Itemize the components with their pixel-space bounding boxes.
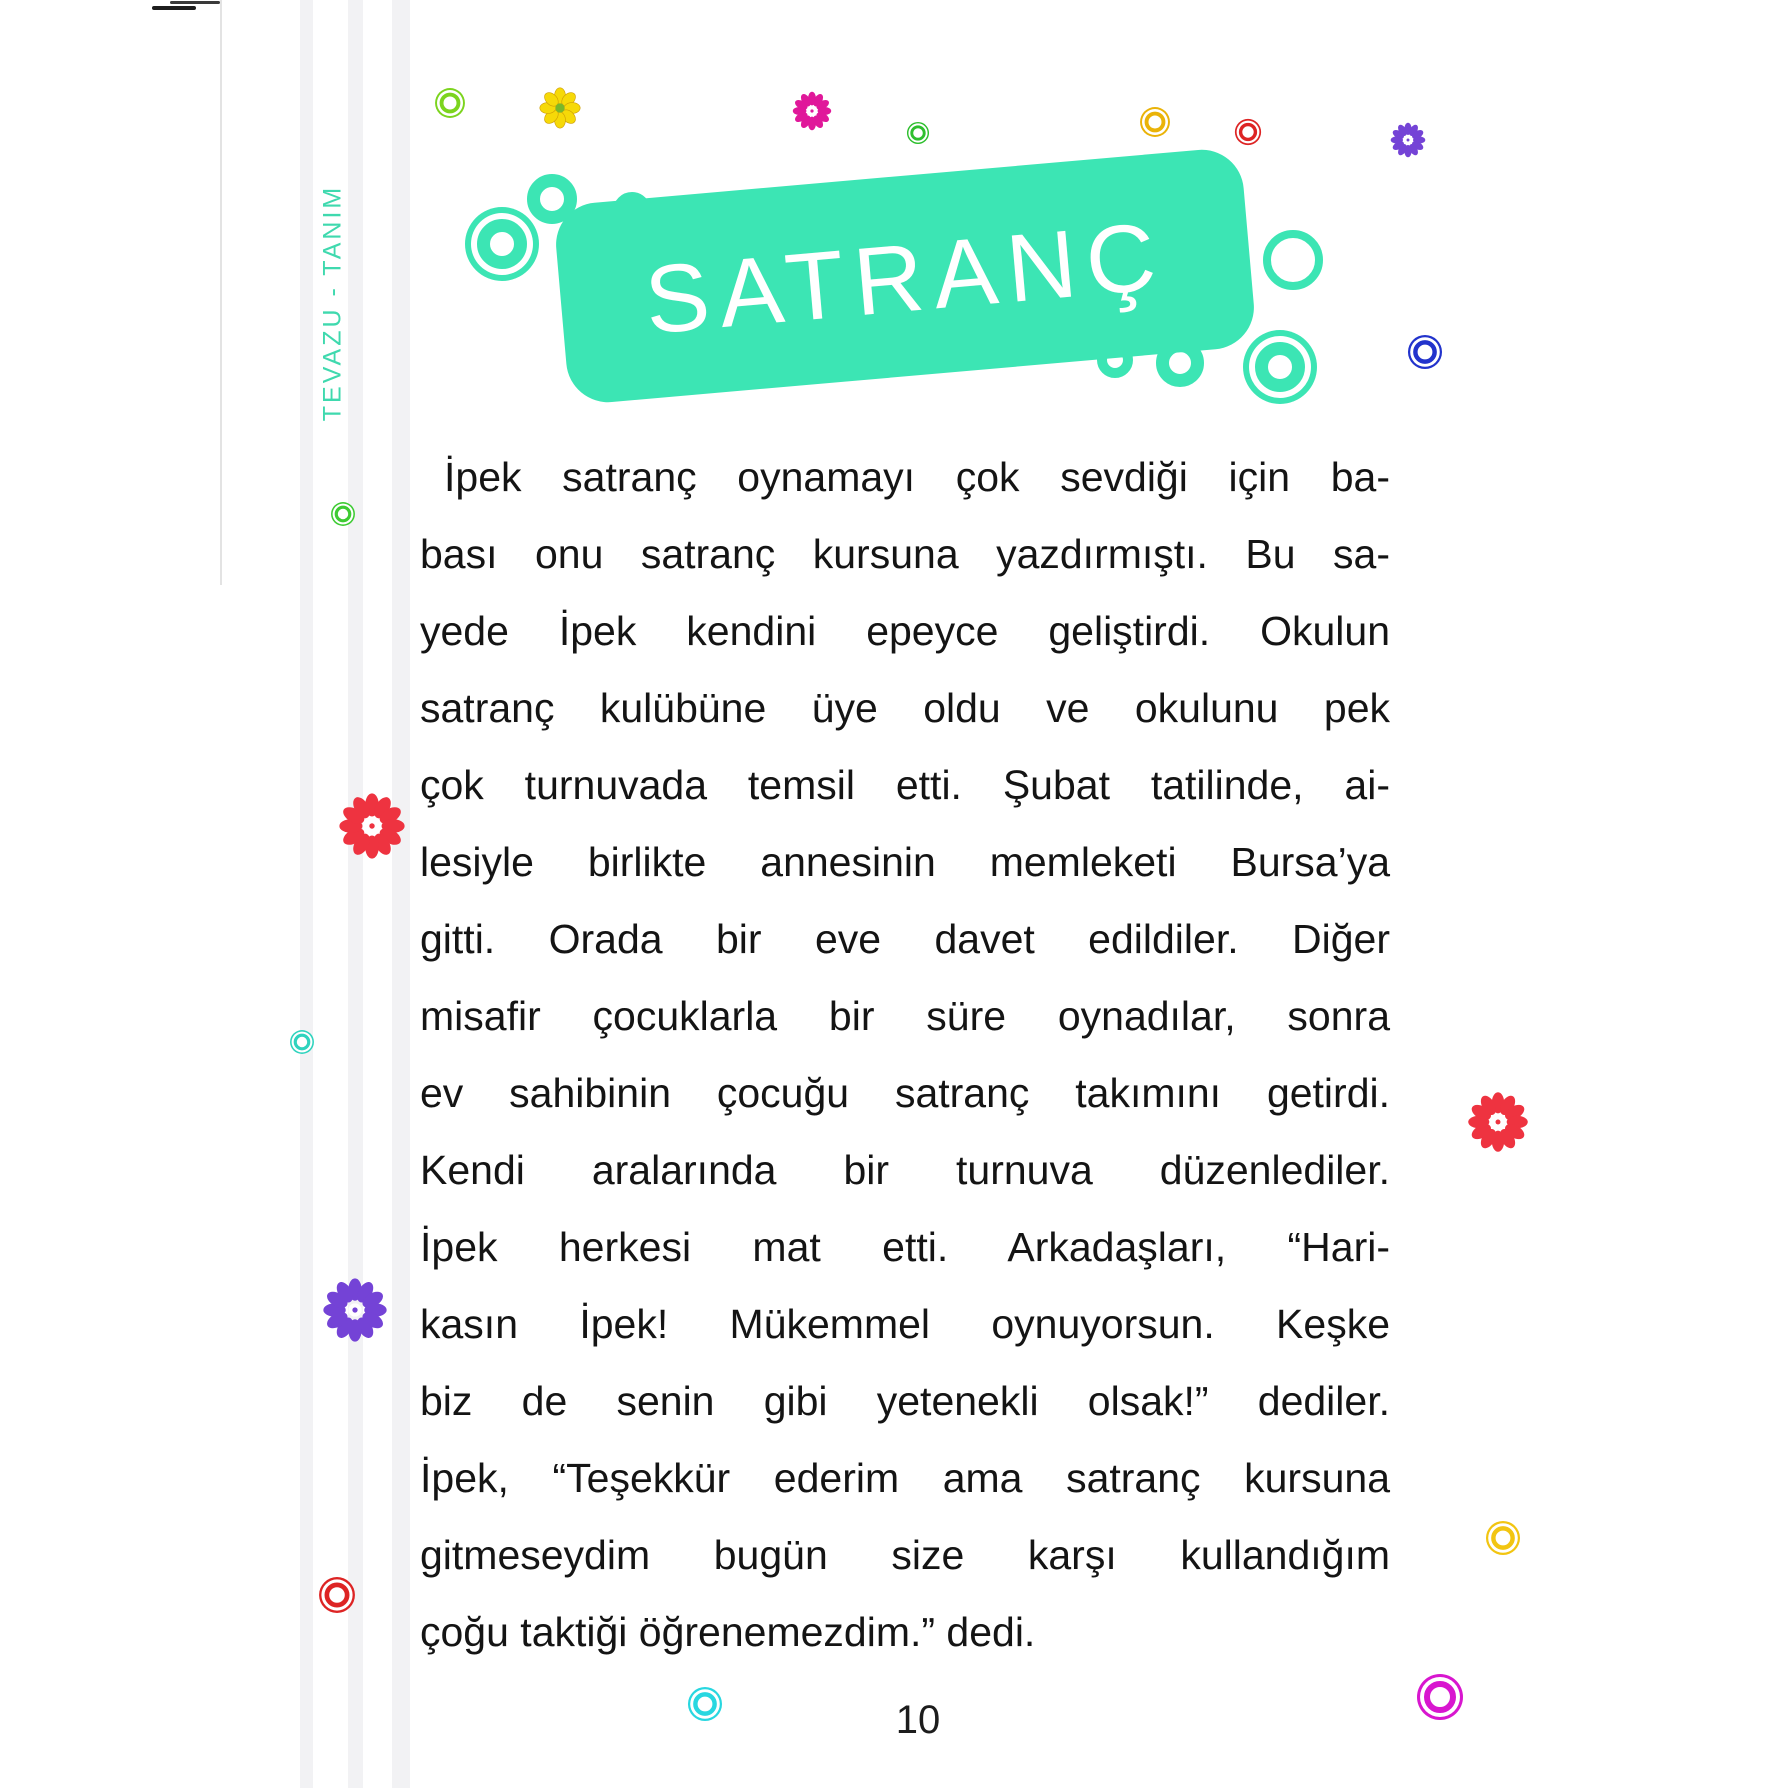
ring-icon xyxy=(294,1034,311,1051)
page-spine-band xyxy=(300,0,313,1788)
banner-circle-icon xyxy=(1263,230,1323,290)
banner-circle-icon xyxy=(1255,342,1305,392)
banner-circle-icon xyxy=(477,219,527,269)
ring-icon xyxy=(325,1583,350,1608)
flower-icon xyxy=(792,91,832,131)
story-line: bası onu satranç kursuna yazdırmıştı. Bu sa- xyxy=(420,531,1390,577)
page-edge-line xyxy=(220,0,222,585)
story-line: biz de senin gibi yetenekli olsak!” dediler. xyxy=(420,1378,1390,1424)
story-line: satranç kulübüne üye oldu ve okulunu pek xyxy=(420,685,1390,731)
flower-icon xyxy=(1390,122,1426,158)
ring-icon xyxy=(1413,340,1437,364)
story-line: çoğu taktiği öğrenemezdim.” dedi. xyxy=(420,1609,1036,1655)
ring-icon xyxy=(335,506,352,523)
story-line: lesiyle birlikte annesinin memleketi Bursa’ya xyxy=(420,839,1390,885)
ring-icon xyxy=(1424,1681,1456,1713)
story-line: yede İpek kendini epeyce geliştirdi. Okulun xyxy=(420,608,1390,654)
ring-icon xyxy=(910,125,925,140)
flower-icon xyxy=(1467,1091,1529,1153)
ring-icon xyxy=(1491,1526,1515,1550)
story-line: gitmeseydim bugün size karşı kullandığım xyxy=(420,1532,1390,1578)
ring-icon xyxy=(440,93,461,114)
story-line: kasın İpek! Mükemmel oynuyorsun. Keşke xyxy=(420,1301,1390,1347)
flower-icon xyxy=(539,87,581,129)
story-line: ev sahibinin çocuğu satranç takımını getirdi. xyxy=(420,1070,1390,1116)
page-spine-band xyxy=(392,0,410,1788)
title-banner xyxy=(553,146,1258,405)
page-title: SATRANÇ xyxy=(640,202,1170,355)
story-line: İpek, “Teşekkür ederim ama satranç kursuna xyxy=(420,1455,1390,1501)
corner-mark xyxy=(170,1,220,4)
flower-icon xyxy=(338,792,406,860)
ring-icon xyxy=(693,1692,717,1716)
corner-mark xyxy=(152,6,196,10)
ring-icon xyxy=(1239,123,1257,141)
story-line: gitti. Orada bir eve davet edildiler. Diğer xyxy=(420,916,1390,962)
chapter-side-label: TEVAZU - TANIM xyxy=(318,184,347,422)
page-number: 10 xyxy=(895,1698,941,1742)
story-line: misafir çocuklarla bir süre oynadılar, sonra xyxy=(420,993,1390,1039)
flower-icon xyxy=(322,1277,388,1343)
story-text xyxy=(420,439,1390,1671)
page-spine-band xyxy=(348,0,363,1788)
story-line: İpek herkesi mat etti. Arkadaşları, “Hari- xyxy=(420,1224,1390,1270)
story-line: İpek satranç oynamayı çok sevdiği için ba- xyxy=(444,454,1390,500)
story-line: Kendi aralarında bir turnuva düzenlediler. xyxy=(420,1147,1390,1193)
story-line: çok turnuvada temsil etti. Şubat tatilinde, ai- xyxy=(420,762,1390,808)
ring-icon xyxy=(1145,112,1166,133)
